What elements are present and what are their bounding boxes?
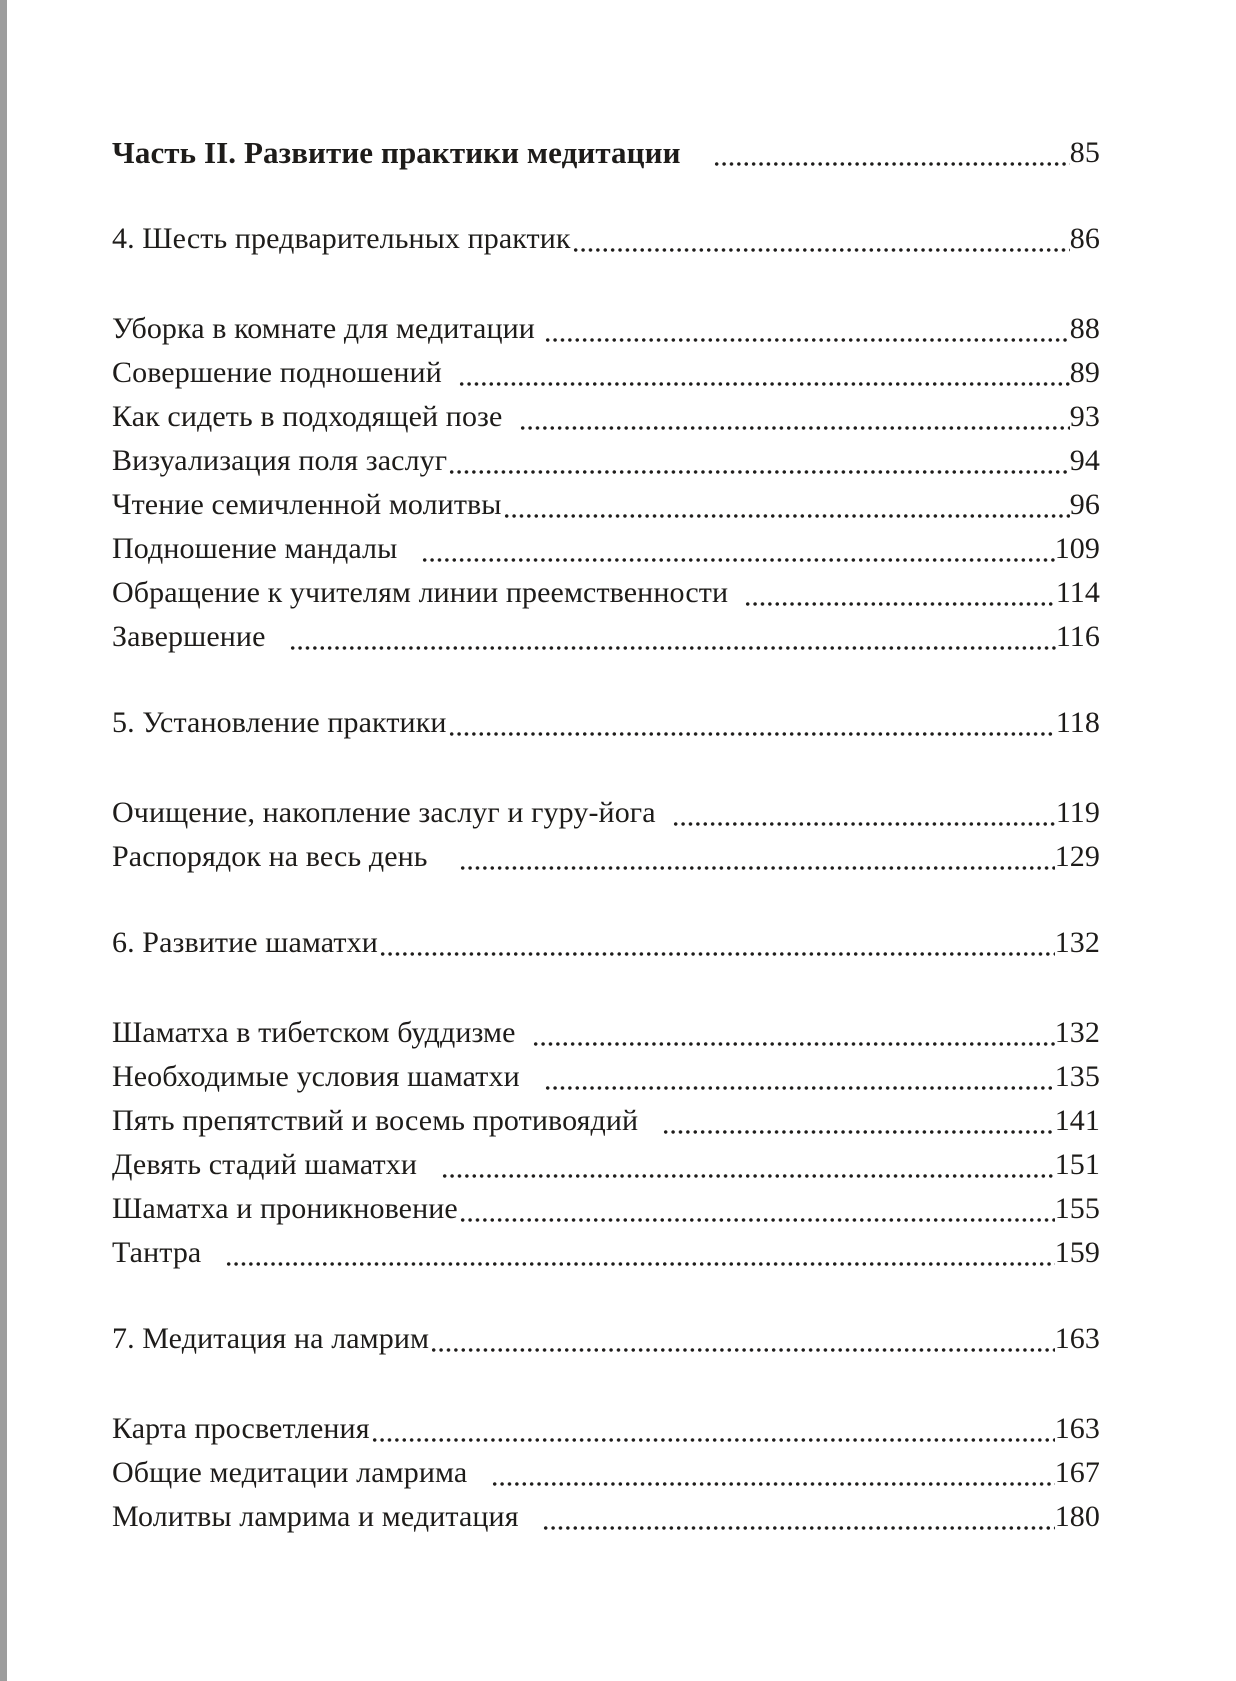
page-edge-bar [0,0,7,1681]
toc-entry-page: 93 [1069,400,1100,433]
toc-entry-label: Шаматха и проникновение [112,1192,458,1225]
dot-leader [543,307,1070,351]
toc-chapter-row [112,217,1100,261]
toc-entry-label: Распорядок на весь день [112,840,458,873]
toc-chapter-row [112,701,1100,745]
dot-leader [661,1099,1055,1143]
dot-leader [671,791,1056,835]
dot-leader [502,483,1070,527]
toc-entry-label: 7. Медитация на ламрим [112,1322,430,1355]
toc-entry-label: Карта просветления [112,1412,370,1445]
toc-item-row [112,1143,1100,1187]
toc-entry-label: Уборка в комнате для медитации [112,312,543,345]
table-of-contents [112,131,1100,1539]
toc-item-row [112,615,1100,659]
dot-leader [458,835,1055,879]
dot-leader [457,351,1070,395]
toc-entry-label: Девять стадий шаматхи [112,1148,440,1181]
toc-item-row [112,307,1100,351]
dot-leader [571,217,1070,261]
toc-entry-page: 96 [1069,488,1100,521]
toc-section [112,1317,1100,1539]
toc-entry-page: 85 [1069,136,1100,169]
dot-leader [490,1451,1055,1495]
toc-entry-page: 114 [1055,576,1100,609]
toc-entry-page: 119 [1055,796,1100,829]
toc-section [112,217,1100,659]
toc-entry-label: 5. Установление практики [112,706,447,739]
toc-entry-page: 116 [1055,620,1100,653]
toc-entry-label: Часть II. Развитие практики медитации [112,135,712,170]
toc-item-row [112,1011,1100,1055]
toc-item-row [112,835,1100,879]
toc-item-row [112,351,1100,395]
toc-item-row [112,1231,1100,1275]
toc-item-list [112,1011,1100,1275]
toc-entry-page: 129 [1054,840,1100,873]
toc-entry-label: Общие медитации ламрима [112,1456,491,1489]
dot-leader [447,439,1070,483]
toc-item-row [112,1187,1100,1231]
toc-section [112,921,1100,1275]
toc-entry-page: 167 [1054,1456,1100,1489]
toc-part-heading-row [112,131,1100,175]
toc-item-row [112,1495,1100,1539]
toc-entry-page: 132 [1054,926,1100,959]
toc-entry-label: Чтение семичленной молитвы [112,488,502,521]
toc-entry-label: Обращение к учителям линии преемственности [112,576,744,609]
toc-item-list [112,791,1100,879]
toc-entry-label: 4. Шесть предварительных практик [112,222,571,255]
toc-entry-label: Очищение, накопление заслуг и гуру-йога [112,796,671,829]
toc-entry-label: Совершение подношений [112,356,458,389]
dot-leader [224,1231,1055,1275]
toc-entry-label: Завершение [112,620,289,653]
dot-leader [447,701,1056,745]
toc-item-list [112,307,1100,659]
dot-leader [541,1495,1054,1539]
toc-entry-label: 6. Развитие шаматхи [112,926,378,959]
toc-entry-page: 86 [1069,222,1100,255]
toc-entry-page: 155 [1054,1192,1100,1225]
toc-item-list [112,1407,1100,1539]
dot-leader [743,571,1056,615]
toc-item-row [112,571,1100,615]
toc-entry-label: Пять препятствий и восемь противоядий [112,1104,661,1137]
dot-leader [288,615,1056,659]
toc-entry-label: Как сидеть в подходящей позе [112,400,518,433]
toc-entry-page: 163 [1054,1412,1100,1445]
dot-leader [543,1055,1055,1099]
dot-leader [518,395,1070,439]
toc-entry-page: 163 [1054,1322,1100,1355]
toc-entry-label: Молитвы ламрима и медитация [112,1500,542,1533]
toc-entry-label: Подношение мандалы [112,532,421,565]
dot-leader [531,1011,1055,1055]
toc-entry-page: 109 [1054,532,1100,565]
dot-leader [712,131,1070,175]
toc-entry-page: 118 [1055,706,1100,739]
toc-entry-label: Тантра [112,1236,225,1269]
toc-entry-page: 180 [1054,1500,1100,1533]
toc-entry-page: 159 [1054,1236,1100,1269]
dot-leader [370,1407,1055,1451]
toc-item-row [112,1451,1100,1495]
toc-item-row [112,395,1100,439]
dot-leader [429,1317,1055,1361]
dot-leader [458,1187,1055,1231]
toc-entry-page: 135 [1054,1060,1100,1093]
toc-entry-page: 88 [1069,312,1100,345]
toc-item-row [112,527,1100,571]
toc-entry-label: Шаматха в тибетском буддизме [112,1016,531,1049]
toc-entry-label: Необходимые условия шаматхи [112,1060,543,1093]
toc-entry-page: 132 [1054,1016,1100,1049]
dot-leader [440,1143,1055,1187]
toc-chapter-row [112,921,1100,965]
toc-item-row [112,1055,1100,1099]
toc-item-row [112,1099,1100,1143]
toc-entry-page: 94 [1069,444,1100,477]
toc-item-row [112,791,1100,835]
toc-item-row [112,1407,1100,1451]
dot-leader [420,527,1055,571]
toc-section [112,701,1100,879]
dot-leader [378,921,1055,965]
toc-entry-page: 141 [1054,1104,1100,1137]
toc-item-row [112,483,1100,527]
toc-entry-label: Визуализация поля заслуг [112,444,448,477]
toc-chapter-row [112,1317,1100,1361]
toc-entry-page: 151 [1054,1148,1100,1181]
toc-entry-page: 89 [1069,356,1100,389]
toc-item-row [112,439,1100,483]
